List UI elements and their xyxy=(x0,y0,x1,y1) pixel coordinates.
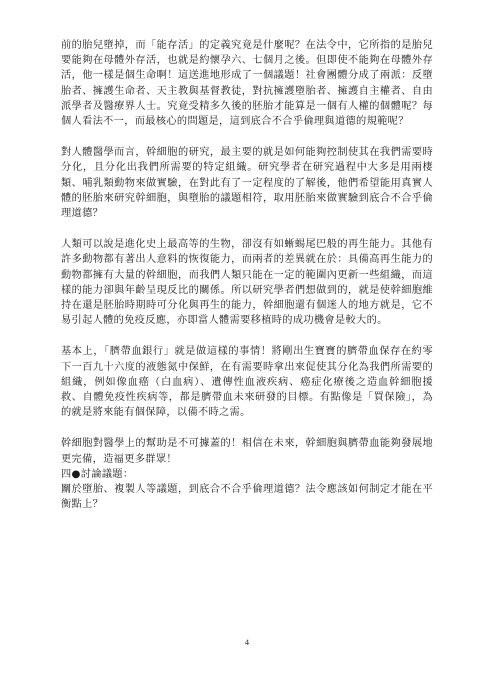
page-number: 4 xyxy=(245,638,249,647)
paragraph-cord-blood-bank: 基本上，「臍帶血銀行」就是做這樣的事情！將剛出生寶寶的臍帶血保存在約零下一百九十六度的液態氮中保鮮，在有需要時拿出來促使其分化為我們所需要的組織，例如像血癌（白血病）、遺傳性血液疾病、癌症化療後之造血幹細胞援救、自體免疫性疾病等，都是臍帶血未來研發的目標。有點像是「買保險」，為的就是將來能有個保障，以備不時之需。 xyxy=(61,346,433,419)
paragraph-stem-cell-research: 對人體醫學而言，幹細胞的研究，最主要的就是如何能夠控制使其在我們需要時分化，且分化出我們所需要的特定組織。研究學者在研究過程中大多是用兩棲類、哺乳類動物來做實驗，在對此有了一定程度的了解後，他們希望能用真實人體的胚胎來研究幹細胞，與墮胎的議題相符，取用胚胎來做實驗到底合不合乎倫理道德？ xyxy=(61,147,433,220)
paragraph-abortion-definition: 前的胎兒墮掉，而「能存活」的定義究竟是什麼呢？在法令中，它所指的是胎兒要能夠在母體外存活，也就是約懷孕六、七個月之後。但即使不能夠在母體外存活，他一樣是個生命啊！這送進地形成了一個議題！社會團體分成了兩派：反墮胎者、擁護生命者、天主教與基督教徒，對抗擁護墮胎者、擁護自主權者、自由派學者及醫療界人士。究竟受精多久後的胚胎才能算是一個有人權的個體呢？每個人看法不一，而最核心的問題是，這到底合不合乎倫理與道德的規範呢？ xyxy=(61,40,433,128)
section-heading-discussion: 四●討論議題： xyxy=(61,468,134,480)
discussion-question: 關於墮胎、複製人等議題，到底合不合乎倫理道德？法令應該如何制定才能在平衡點上？ xyxy=(61,484,433,511)
document-page xyxy=(61,38,433,512)
paragraph-regeneration: 人類可以說是進化史上最高等的生物，卻沒有如蜥蜴尾巴般的再生能力。其他有許多動物都有著出人意料的恢復能力，而兩者的差異就在於：具備高再生能力的動物都擁有大量的幹細胞，而我們人類只能在一定的範圍內更新一些組織，而這樣的能力卻與年齡呈現反比的關係。所以研究學者們想做到的，就是使幹細胞維持在還是胚胎時期時可分化與再生的能力，幹細胞還有個迷人的地方就是，它不易引起人體的免疫反應，亦即當人體需要移植時的成功機會是較大的。 xyxy=(61,239,433,327)
closing-statement: 幹細胞對醫學上的幫助是不可據蓋的！相信在未來，幹細胞與臍帶血能夠發展地更完備，造福更多群眾！ xyxy=(61,438,433,465)
